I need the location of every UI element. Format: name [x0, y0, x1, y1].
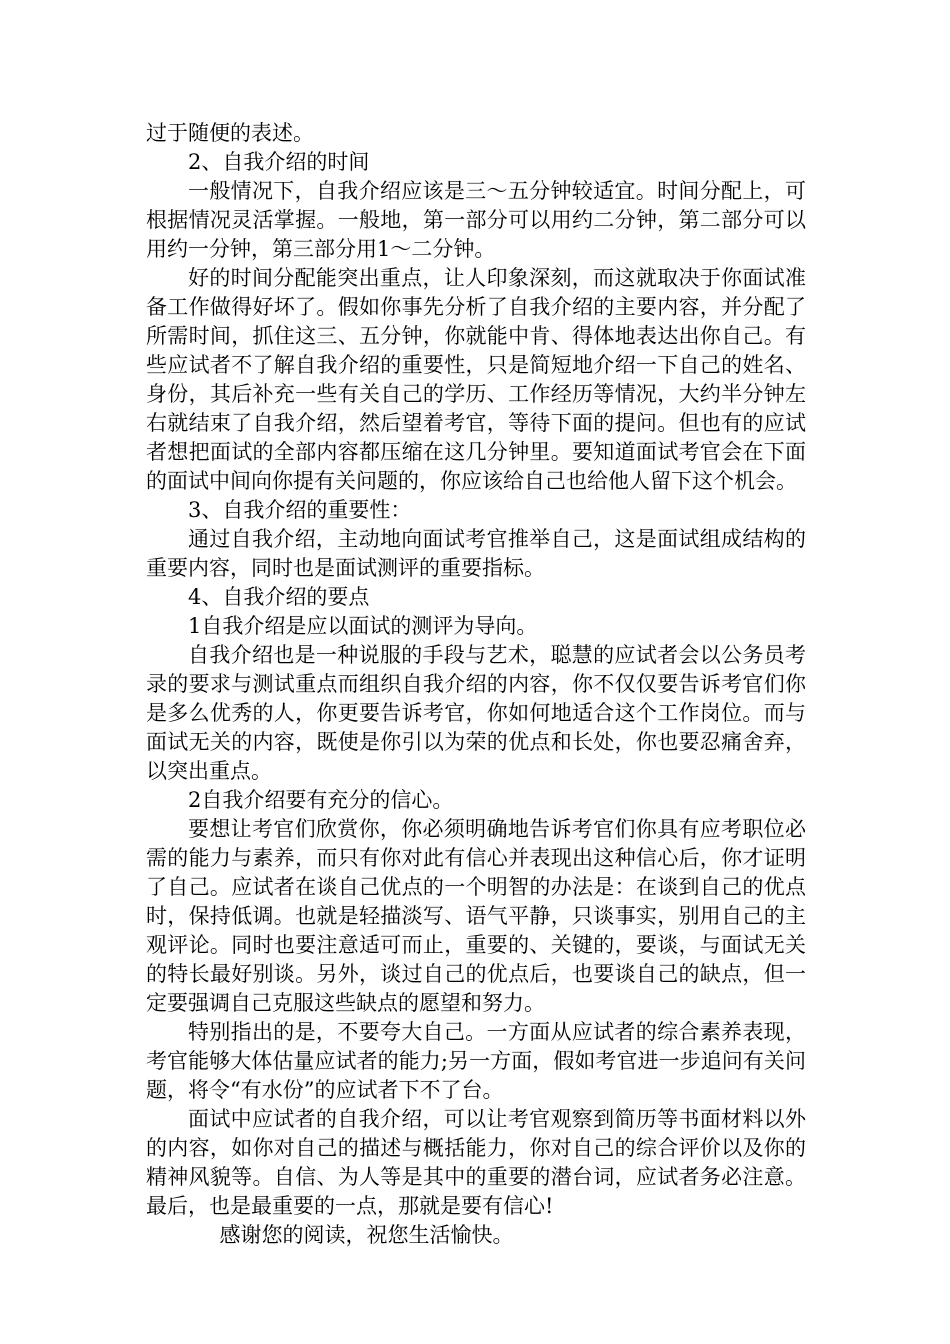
document-page — [146, 119, 806, 1250]
paragraph: 通过自我介绍，主动地向面试考官推举自己，这是面试组成结构的重要内容，同时也是面试测评的重要指标。 — [146, 527, 806, 580]
closing-line: 感谢您的阅读，祝您生活愉快。 — [219, 1223, 514, 1247]
heading-2: 2、自我介绍的时间 — [188, 150, 370, 174]
subheading-1: 1自我介绍是应以面试的测评为导向。 — [188, 614, 538, 638]
subheading-2: 2自我介绍要有充分的信心。 — [188, 788, 454, 812]
paragraph-continuation: 过于随便的表述。 — [146, 121, 314, 145]
paragraph: 要想让考官们欣赏你，你必须明确地告诉考官们你具有应考职位必需的能力与素养，而只有你对此有信心并表现出这种信心后，你才证明了自己。应试者在谈自己优点的一个明智的办法是：在谈到自己的优点时，保持低调。也就是轻描淡写、语气平静，只谈事实，别用自己的主观评论。同时也要注意适可而止，重要的、关键的，要谈，与面试无关的特长最好别谈。另外，谈过自己的优点后，也要谈自己的缺点，但一定要强调自己克服这些缺点的愿望和努力。 — [146, 817, 806, 1015]
paragraph: 特别指出的是，不要夸大自己。一方面从应试者的综合素养表现，考官能够大体估量应试者的能力;另一方面，假如考官进一步追问有关问题，将令“有水份”的应试者下不了台。 — [146, 1020, 806, 1102]
paragraph: 面试中应试者的自我介绍，可以让考官观察到简历等书面材料以外的内容，如你对自己的描述与概括能力，你对自己的综合评价以及你的精神风貌等。自信、为人等是其中的重要的潜台词，应试者务必注意。最后，也是最重要的一点，那就是要有信心! — [146, 1107, 806, 1218]
paragraph: 自我介绍也是一种说服的手段与艺术，聪慧的应试者会以公务员考录的要求与测试重点而组织自我介绍的内容，你不仅仅要告诉考官们你是多么优秀的人，你更要告诉考官，你如何地适合这个工作岗位。而与面试无关的内容，既使是你引以为荣的优点和长处，你也要忍痛舍弃，以突出重点。 — [146, 643, 806, 783]
paragraph: 好的时间分配能突出重点，让人印象深刻，而这就取决于你面试准备工作做得好坏了。假如你事先分析了自我介绍的主要内容，并分配了所需时间，抓住这三、五分钟，你就能中肯、得体地表达出你自己。有些应试者不了解自我介绍的重要性，只是简短地介绍一下自己的姓名、身份，其后补充一些有关自己的学历、工作经历等情况，大约半分钟左右就结束了自我介绍，然后望着考官，等待下面的提问。但也有的应试者想把面试的全部内容都压缩在这几分钟里。要知道面试考官会在下面的面试中间向你提有关问题的，你应该给自己也给他人留下这个机会。 — [146, 266, 806, 493]
heading-3: 3、自我介绍的重要性： — [188, 498, 412, 522]
heading-4: 4、自我介绍的要点 — [188, 585, 370, 609]
paragraph: 一般情况下，自我介绍应该是三～五分钟较适宜。时间分配上，可根据情况灵活掌握。一般地，第一部分可以用约二分钟，第二部分可以用约一分钟，第三部分用1～二分钟。 — [146, 179, 806, 261]
